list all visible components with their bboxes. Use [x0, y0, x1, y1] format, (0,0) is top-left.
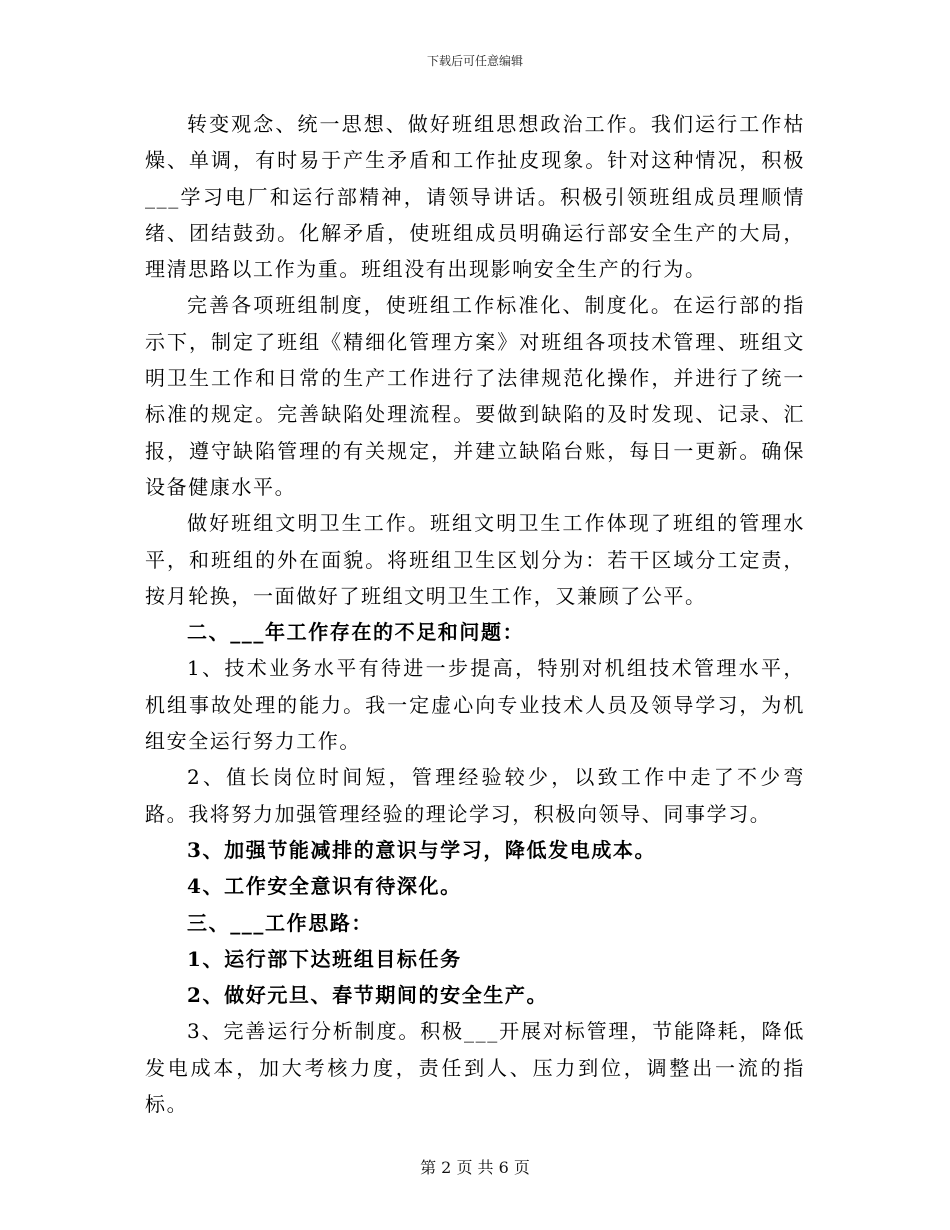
paragraph: 做好班组文明卫生工作。班组文明卫生工作体现了班组的管理水平，和班组的外在面貌。将班组卫生区划分为：若干区域分工定责，按月轮换，一面做好了班组文明卫生工作，又兼顾了公平。 — [145, 511, 805, 608]
list-item: 2、做好元旦、春节期间的安全生产。 — [187, 983, 549, 1008]
paragraph: 完善各项班组制度，使班组工作标准化、制度化。在运行部的指示下，制定了班组《精细化管理方案》对班组各项技术管理、班组文明卫生工作和日常的生产工作进行了法律规范化操作，并进行了统一标准的规定。完善缺陷处理流程。要做到缺陷的及时发现、记录、汇报，遵守缺陷管理的有关规定，并建立缺陷台账，每日一更新。确保设备健康水平。 — [145, 293, 805, 499]
paragraph: 1、技术业务水平有待进一步提高，特别对机组技术管理水平，机组事故处理的能力。我一定虚心向专业技术人员及领导学习，为机组安全运行努力工作。 — [145, 656, 805, 754]
section-heading: 三、___工作思路： — [187, 910, 373, 935]
list-item: 4、工作安全意识有待深化。 — [187, 874, 462, 899]
paragraph: 转变观念、统一思想、做好班组思想政治工作。我们运行工作枯燥、单调，有时易于产生矛盾和工作扯皮现象。针对这种情况，积极___学习电厂和运行部精神，请领导讲话。积极引领班组成员理顺情绪、团结鼓劲。化解矛盾，使班组成员明确运行部安全生产的大局，理清思路以工作为重。班组没有出现影响安全生产的行为。 — [145, 112, 805, 282]
page-footer-number: 第 2 页 共 6 页 — [420, 1158, 530, 1177]
page-header-note: 下载后可任意编辑 — [426, 54, 523, 68]
paragraph: 2、值长岗位时间短，管理经验较少，以致工作中走了不少弯路。我将努力加强管理经验的理论学习，积极向领导、同事学习。 — [145, 765, 805, 826]
paragraph: 3、完善运行分析制度。积极___开展对标管理，节能降耗，降低发电成本，加大考核力度，责任到人、压力到位，调整出一流的指标。 — [145, 1019, 805, 1117]
document-body — [145, 106, 805, 1122]
list-item: 1、运行部下达班组目标任务 — [187, 946, 462, 971]
list-item: 3、加强节能减排的意识与学习，降低发电成本。 — [187, 837, 657, 862]
section-heading: 二、___年工作存在的不足和问题： — [187, 620, 525, 645]
